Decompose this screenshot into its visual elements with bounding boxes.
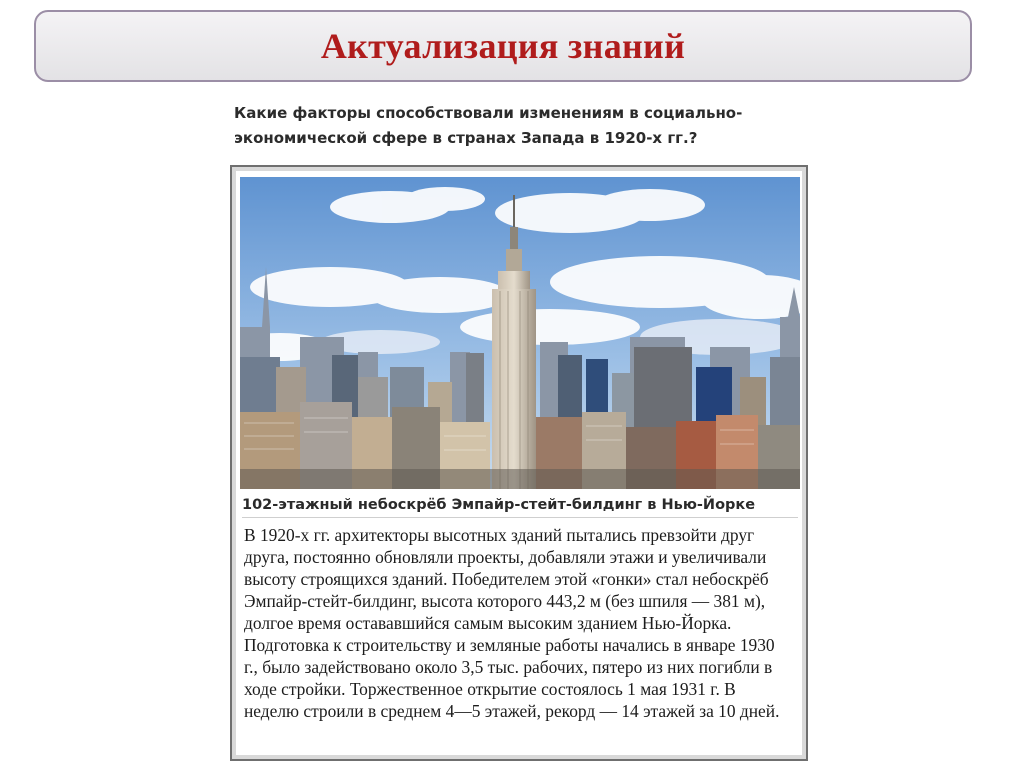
- skyline-illustration: [240, 177, 800, 489]
- description-line: долгое время остававшийся самым высоким зданием Нью-Йорка.: [244, 613, 732, 633]
- question-text: [234, 101, 794, 151]
- description-line: Эмпайр-стейт-билдинг, высота которого 443,2 м (без шпиля — 381 м),: [244, 591, 766, 611]
- question-line: Какие факторы способствовали изменениям в социально-: [234, 104, 743, 122]
- question-line: экономической сфере в странах Запада в 1920-х гг.?: [234, 129, 698, 147]
- title-banner: [34, 10, 972, 82]
- description-line: друга, постоянно обновляли проекты, добавляли этажи и увеличивали: [244, 547, 767, 567]
- description-line: В 1920-х гг. архитекторы высотных зданий пытались превзойти друг: [244, 525, 755, 545]
- description-line: Подготовка к строительству и земляные работы начались в январе 1930: [244, 635, 775, 655]
- description-text: [244, 524, 806, 722]
- skyline-photo: [240, 177, 800, 489]
- description-line: высоту строящихся зданий. Победителем этой «гонки» стал небоскрёб: [244, 569, 769, 589]
- description-line: г., было задействовано около 3,5 тыс. рабочих, пятеро из них погибли в: [244, 657, 773, 677]
- textbook-card: [230, 165, 808, 761]
- caption-divider: [242, 517, 798, 518]
- description-line: неделю строили в среднем 4—5 этажей, рекорд — 14 этажей за 10 дней.: [244, 701, 780, 721]
- description-line: ходе стройки. Торжественное открытие состоялось 1 мая 1931 г. В: [244, 679, 736, 699]
- photo-caption: 102-этажный небоскрёб Эмпайр-стейт-билдинг в Нью-Йорке: [242, 497, 756, 513]
- slide-title: Актуализация знаний: [320, 26, 686, 66]
